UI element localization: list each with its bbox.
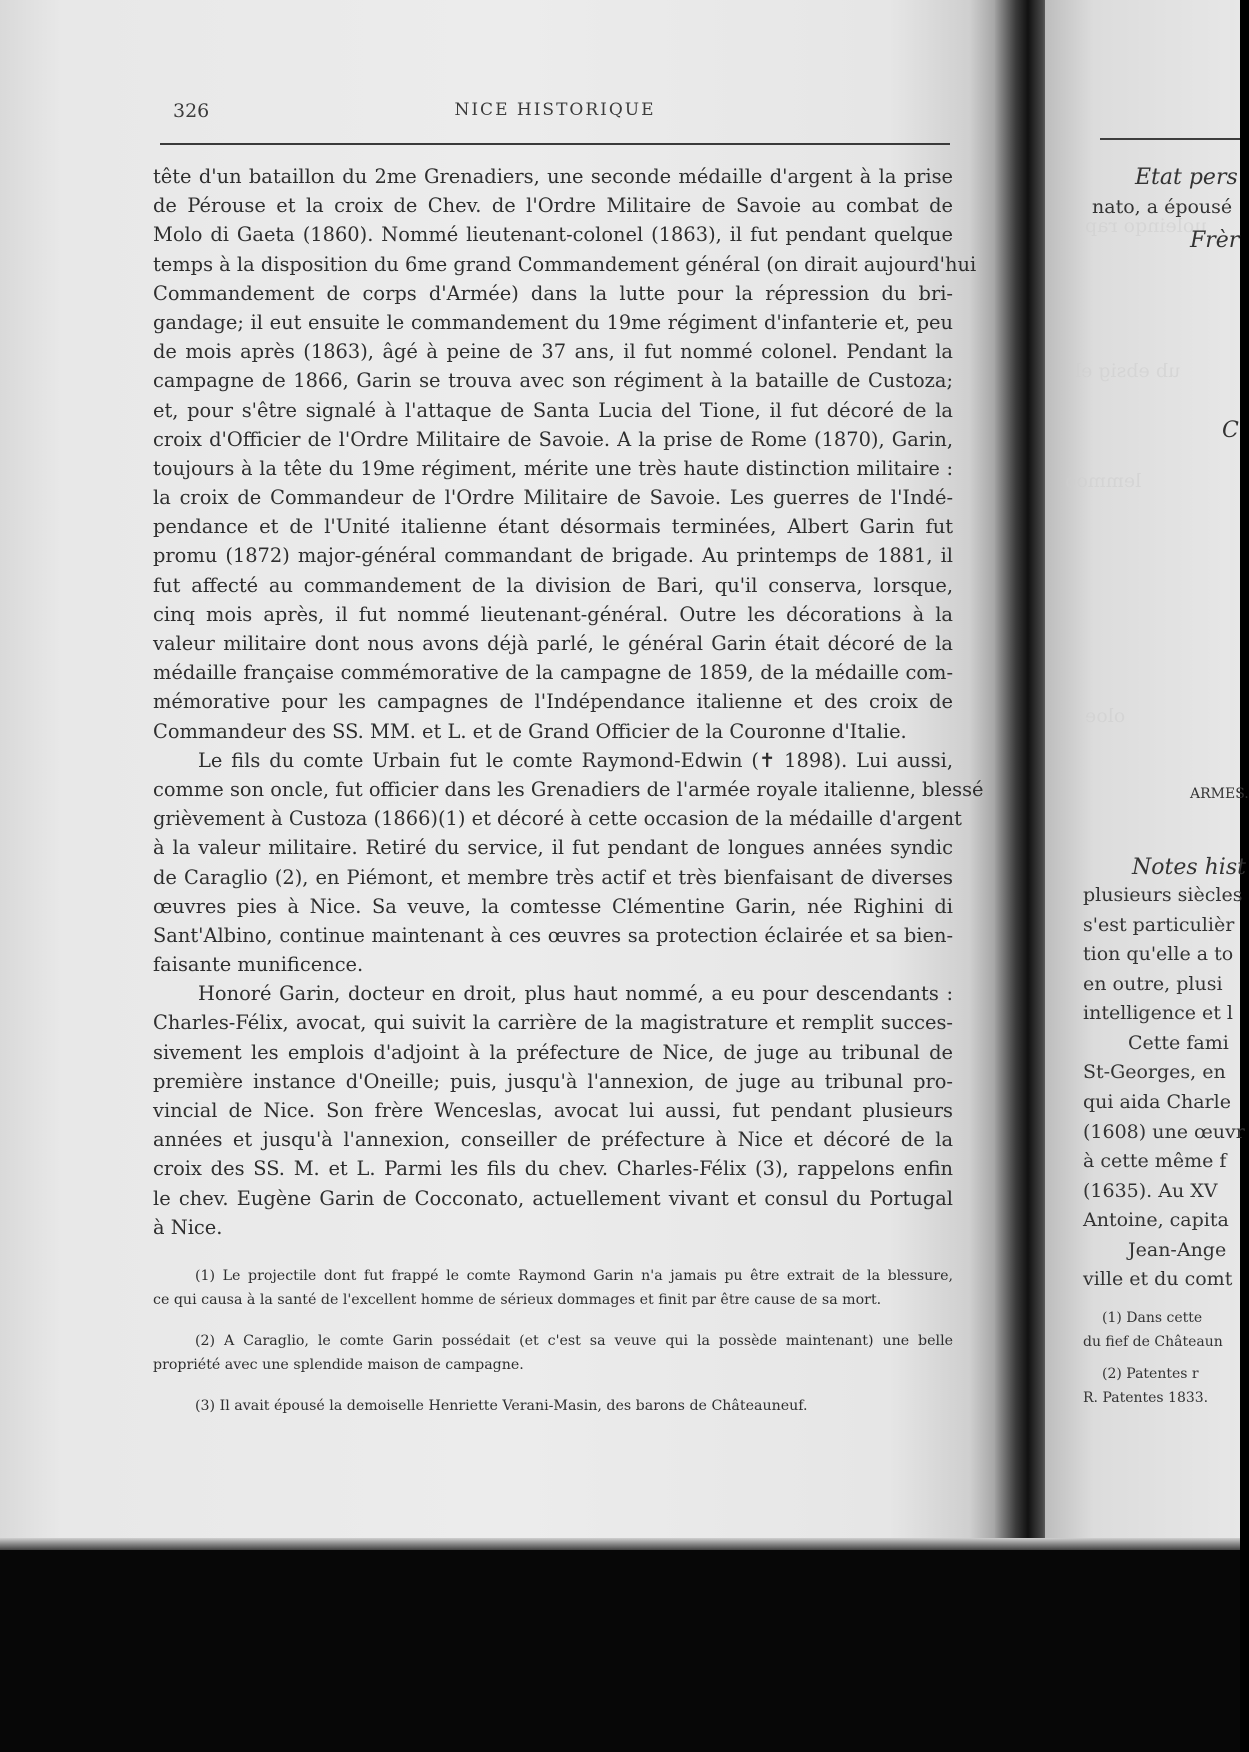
text-line: croix des SS. M. et L. Parmi les fils du chev. Charles-Félix (3), rappelons enfin — [153, 1157, 953, 1181]
text-line: faisante munificence. — [153, 953, 364, 977]
footnote-line: (1) Le projectile dont fut frappé le comte Raymond Garin n'a jamais pu être extrait de la blessure, — [195, 1268, 953, 1284]
right-fragment: Cette fami — [1128, 1032, 1229, 1054]
main-text — [153, 162, 984, 1242]
footnote-3 — [153, 1394, 953, 1418]
right-fragment: (2) Patentes r — [1102, 1366, 1199, 1382]
text-line: Commandeur des SS. MM. et L. et de Grand Officier de la Couronne d'Italie. — [153, 719, 907, 743]
header-rule — [160, 143, 950, 145]
right-fragment: C — [1222, 418, 1239, 443]
text-line: toujours à la tête du 19me régiment, mérite une très haute distinction militaire : — [153, 456, 953, 480]
text-line: grièvement à Custoza (1866)(1) et décoré à cette occasion de la médaille d'argent — [153, 807, 962, 831]
text-line: campagne de 1866, Garin se trouva avec son régiment à la bataille de Custoza; — [153, 369, 953, 393]
right-fragment: Notes hist — [1132, 855, 1246, 880]
text-line: Honoré Garin, docteur en droit, plus haut nommé, a eu pour descendants : — [198, 982, 953, 1006]
right-fragment: Jean-Ange — [1128, 1239, 1227, 1261]
right-fragment: intelligence et l — [1083, 1002, 1233, 1024]
text-line: mémorative pour les campagnes de l'Indépendance italienne et des croix de — [153, 690, 953, 714]
text-line: œuvres pies à Nice. Sa veuve, la comtesse Clémentine Garin, née Righini di — [153, 894, 953, 918]
text-line: de Pérouse et la croix de Chev. de l'Ordre Militaire de Savoie au combat de — [153, 194, 953, 218]
right-fragment: (1635). Au XV — [1083, 1180, 1218, 1202]
right-fragment: (1) Dans cette — [1102, 1310, 1203, 1326]
text-line: pendance et de l'Unité italienne étant désormais terminées, Albert Garin fut — [153, 515, 953, 539]
right-fragment: Antoine, capita — [1083, 1209, 1229, 1231]
text-line: de Caraglio (2), en Piémont, et membre très actif et très bienfaisant de diverses — [153, 865, 953, 889]
right-fragment: s'est particulièr — [1083, 914, 1235, 936]
text-line: fut affecté au commandement de la division de Bari, qu'il conserva, lorsque, — [153, 573, 953, 597]
text-line: Molo di Gaeta (1860). Nommé lieutenant-colonel (1863), il fut pendant quelque — [153, 223, 953, 247]
text-line: gandage; il eut ensuite le commandement du 19me régiment d'infanterie et, peu — [153, 310, 953, 334]
footnote-line: ce qui causa à la santé de l'excellent homme de sérieux dommages et finit par être cause de sa mort. — [153, 1292, 882, 1308]
text-line: à Nice. — [153, 1215, 223, 1239]
text-line: temps à la disposition du 6me grand Commandement général (on dirait aujourd'hui — [153, 252, 977, 276]
running-head — [155, 100, 955, 130]
text-line: Charles-Félix, avocat, qui suivit la carrière de la magistrature et remplit succes- — [153, 1011, 953, 1035]
right-fragment: tion qu'elle a to — [1083, 943, 1234, 965]
right-header-rule — [1100, 138, 1240, 140]
text-line: vincial de Nice. Son frère Wenceslas, avocat lui aussi, fut pendant plusieurs — [153, 1099, 953, 1122]
text-line: valeur militaire dont nous avons déjà parlé, le général Garin était décoré de la — [153, 632, 953, 655]
text-line: promu (1872) major-général commandant de brigade. Au printemps de 1881, il — [153, 544, 953, 568]
text-line: sivement les emplois d'adjoint à la préfecture de Nice, de juge au tribunal de — [153, 1040, 953, 1064]
footnote-line: (3) Il avait épousé la demoiselle Henriette Verani-Masin, des barons de Châteauneuf. — [195, 1398, 808, 1414]
text-line: et, pour s'être signalé à l'attaque de Santa Lucia del Tione, il fut décoré de la — [153, 398, 953, 422]
footnote-line: (2) A Caraglio, le comte Garin possédait (et c'est sa veuve qui la possède maintenant) une belle — [195, 1333, 953, 1349]
footnotes — [153, 1264, 953, 1435]
scan-background — [0, 1550, 1240, 1752]
text-line: années et jusqu'à l'annexion, conseiller de préfecture à Nice et décoré de la — [153, 1128, 953, 1152]
right-page: uoleinqo rap ub ebsig el lemmoo oloe — [1045, 0, 1240, 1550]
right-fragment: Frèr — [1190, 228, 1240, 253]
right-fragment: du fief de Châteaun — [1083, 1334, 1223, 1350]
page-number: 326 — [173, 100, 210, 122]
text-line: tête d'un bataillon du 2me Grenadiers, une seconde médaille d'argent à la prise — [153, 165, 953, 188]
right-fragment: qui aida Charle — [1083, 1091, 1231, 1113]
text-line: Le fils du comte Urbain fut le comte Raymond-Edwin (✝ 1898). Lui aussi, — [198, 748, 953, 772]
text-line: Commandement de corps d'Armée) dans la lutte pour la répression du bri- — [153, 281, 953, 305]
right-fragment: R. Patentes 1833. — [1083, 1390, 1209, 1406]
text-line: cinq mois après, il fut nommé lieutenant-général. Outre les décorations à la — [153, 602, 953, 626]
text-line: médaille française commémorative de la campagne de 1859, de la médaille com- — [153, 661, 953, 685]
text-line: la croix de Commandeur de l'Ordre Militaire de Savoie. Les guerres de l'Indé- — [153, 486, 953, 510]
right-fragment: à cette même f — [1083, 1150, 1227, 1172]
text-line: première instance d'Oneille; puis, jusqu'à l'annexion, de juge au tribunal pro- — [153, 1069, 953, 1093]
right-fragment: plusieurs siècles — [1083, 884, 1243, 906]
footnote-line: propriété avec une splendide maison de campagne. — [153, 1357, 524, 1373]
right-fragment: ville et du comt — [1083, 1268, 1233, 1290]
right-fragment: nato, a épousé — [1092, 196, 1233, 218]
right-fragment: Etat pers — [1135, 165, 1238, 190]
right-fragment: ARMES. — [1190, 786, 1249, 802]
footnote-2 — [153, 1329, 953, 1377]
text-line: Sant'Albino, continue maintenant à ces œuvres sa protection éclairée et sa bien- — [153, 923, 953, 947]
running-title: NICE HISTORIQUE — [454, 100, 656, 120]
text-line: comme son oncle, fut officier dans les Grenadiers de l'armée royale italienne, blessé — [153, 777, 984, 801]
text-line: le chev. Eugène Garin de Cocconato, actuellement vivant et consul du Portugal — [153, 1186, 953, 1210]
footnote-1 — [153, 1264, 953, 1312]
right-fragment: (1608) une œuvr — [1083, 1121, 1245, 1143]
right-fragment: en outre, plusi — [1083, 973, 1223, 995]
right-fragment: St-Georges, en — [1083, 1061, 1226, 1083]
text-line: à la valeur militaire. Retiré du service, il fut pendant de longues années syndic — [153, 836, 953, 860]
text-line: de mois après (1863), âgé à peine de 37 ans, il fut nommé colonel. Pendant la — [153, 340, 953, 364]
text-line: croix d'Officier de l'Ordre Militaire de Savoie. A la prise de Rome (1870), Garin, — [153, 427, 953, 451]
